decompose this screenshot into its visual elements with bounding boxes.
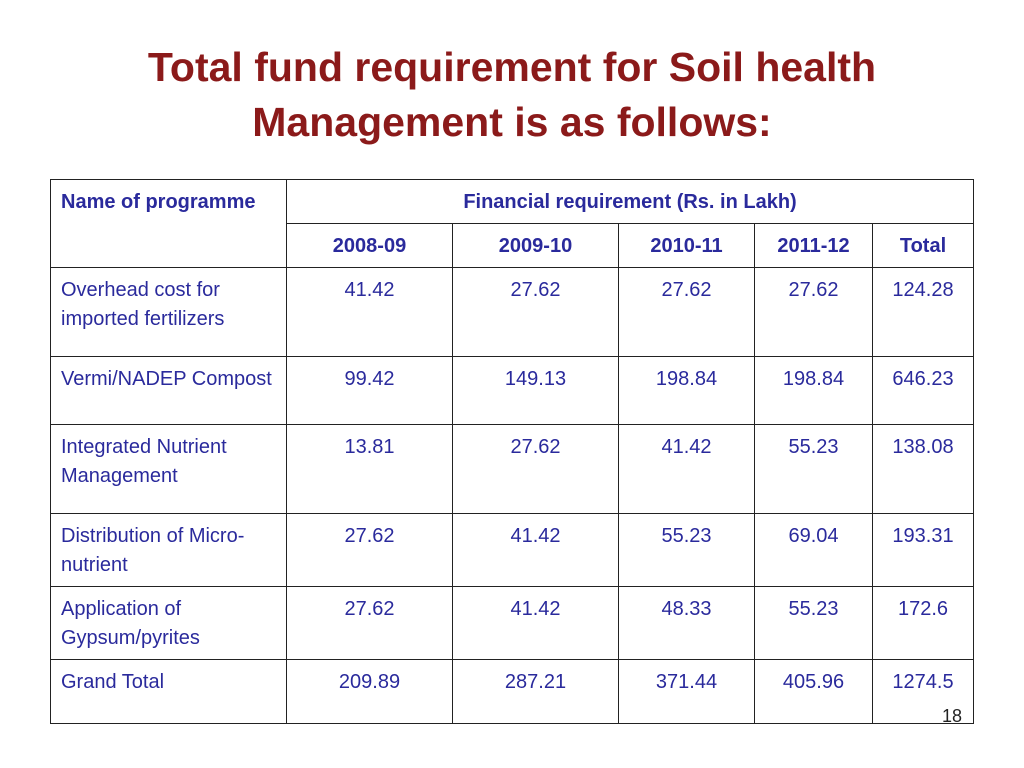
grand-total-row — [51, 660, 974, 724]
table-row — [51, 425, 974, 514]
column-header: 2011-12 — [755, 224, 873, 268]
programme-name: Distribution of Micro-nutrient — [51, 514, 287, 587]
page-number: 18 — [941, 706, 962, 726]
programme-name: Grand Total — [51, 660, 287, 724]
table-cell: 41.42 — [287, 268, 453, 357]
table-cell: 55.23 — [755, 425, 873, 514]
table-cell: 13.81 — [287, 425, 453, 514]
table-cell: 124.28 — [873, 268, 974, 357]
table-cell: 198.84 — [755, 357, 873, 425]
table-cell: 405.96 — [755, 660, 873, 724]
table-cell: 646.23 — [873, 357, 974, 425]
table-cell: 172.6 — [873, 587, 974, 660]
table-cell: 371.44 — [619, 660, 755, 724]
programme-name: Vermi/NADEP Compost — [51, 357, 287, 425]
slide-title — [40, 40, 984, 150]
column-header: 2010-11 — [619, 224, 755, 268]
table-cell: 41.42 — [453, 587, 619, 660]
table-cell: 41.42 — [453, 514, 619, 587]
table-cell: 27.62 — [287, 514, 453, 587]
table-cell: 48.33 — [619, 587, 755, 660]
table-cell: 27.62 — [453, 425, 619, 514]
slide-title-line-1: Total fund requirement for Soil health — [147, 44, 877, 90]
table-cell: 55.23 — [619, 514, 755, 587]
table-cell: 138.08 — [873, 425, 974, 514]
table-cell: 198.84 — [619, 357, 755, 425]
table-cell: 193.31 — [873, 514, 974, 587]
table-cell: 27.62 — [755, 268, 873, 357]
slide-title-line-2: Management is as follows: — [252, 99, 772, 145]
table-cell: 27.62 — [619, 268, 755, 357]
corner-header: Name of programme — [51, 180, 287, 268]
table-cell: 287.21 — [453, 660, 619, 724]
table-row — [51, 268, 974, 357]
table-cell: 99.42 — [287, 357, 453, 425]
table-cell: 149.13 — [453, 357, 619, 425]
group-header: Financial requirement (Rs. in Lakh) — [287, 180, 974, 224]
table-cell: 27.62 — [453, 268, 619, 357]
table-cell: 209.89 — [287, 660, 453, 724]
column-header: 2008-09 — [287, 224, 453, 268]
column-header: 2009-10 — [453, 224, 619, 268]
table-row — [51, 514, 974, 587]
column-header: Total — [873, 224, 974, 268]
table-cell: 55.23 — [755, 587, 873, 660]
table-row — [51, 587, 974, 660]
table-header-row — [51, 180, 974, 224]
table-cell: 27.62 — [287, 587, 453, 660]
programme-name: Overhead cost for imported fertilizers — [51, 268, 287, 357]
table-cell: 69.04 — [755, 514, 873, 587]
programme-name: Application of Gypsum/pyrites — [51, 587, 287, 660]
table-cell: 1274.5 — [873, 660, 974, 724]
table-row — [51, 357, 974, 425]
table-cell: 41.42 — [619, 425, 755, 514]
fund-requirement-table — [50, 179, 974, 724]
programme-name: Integrated Nutrient Management — [51, 425, 287, 514]
